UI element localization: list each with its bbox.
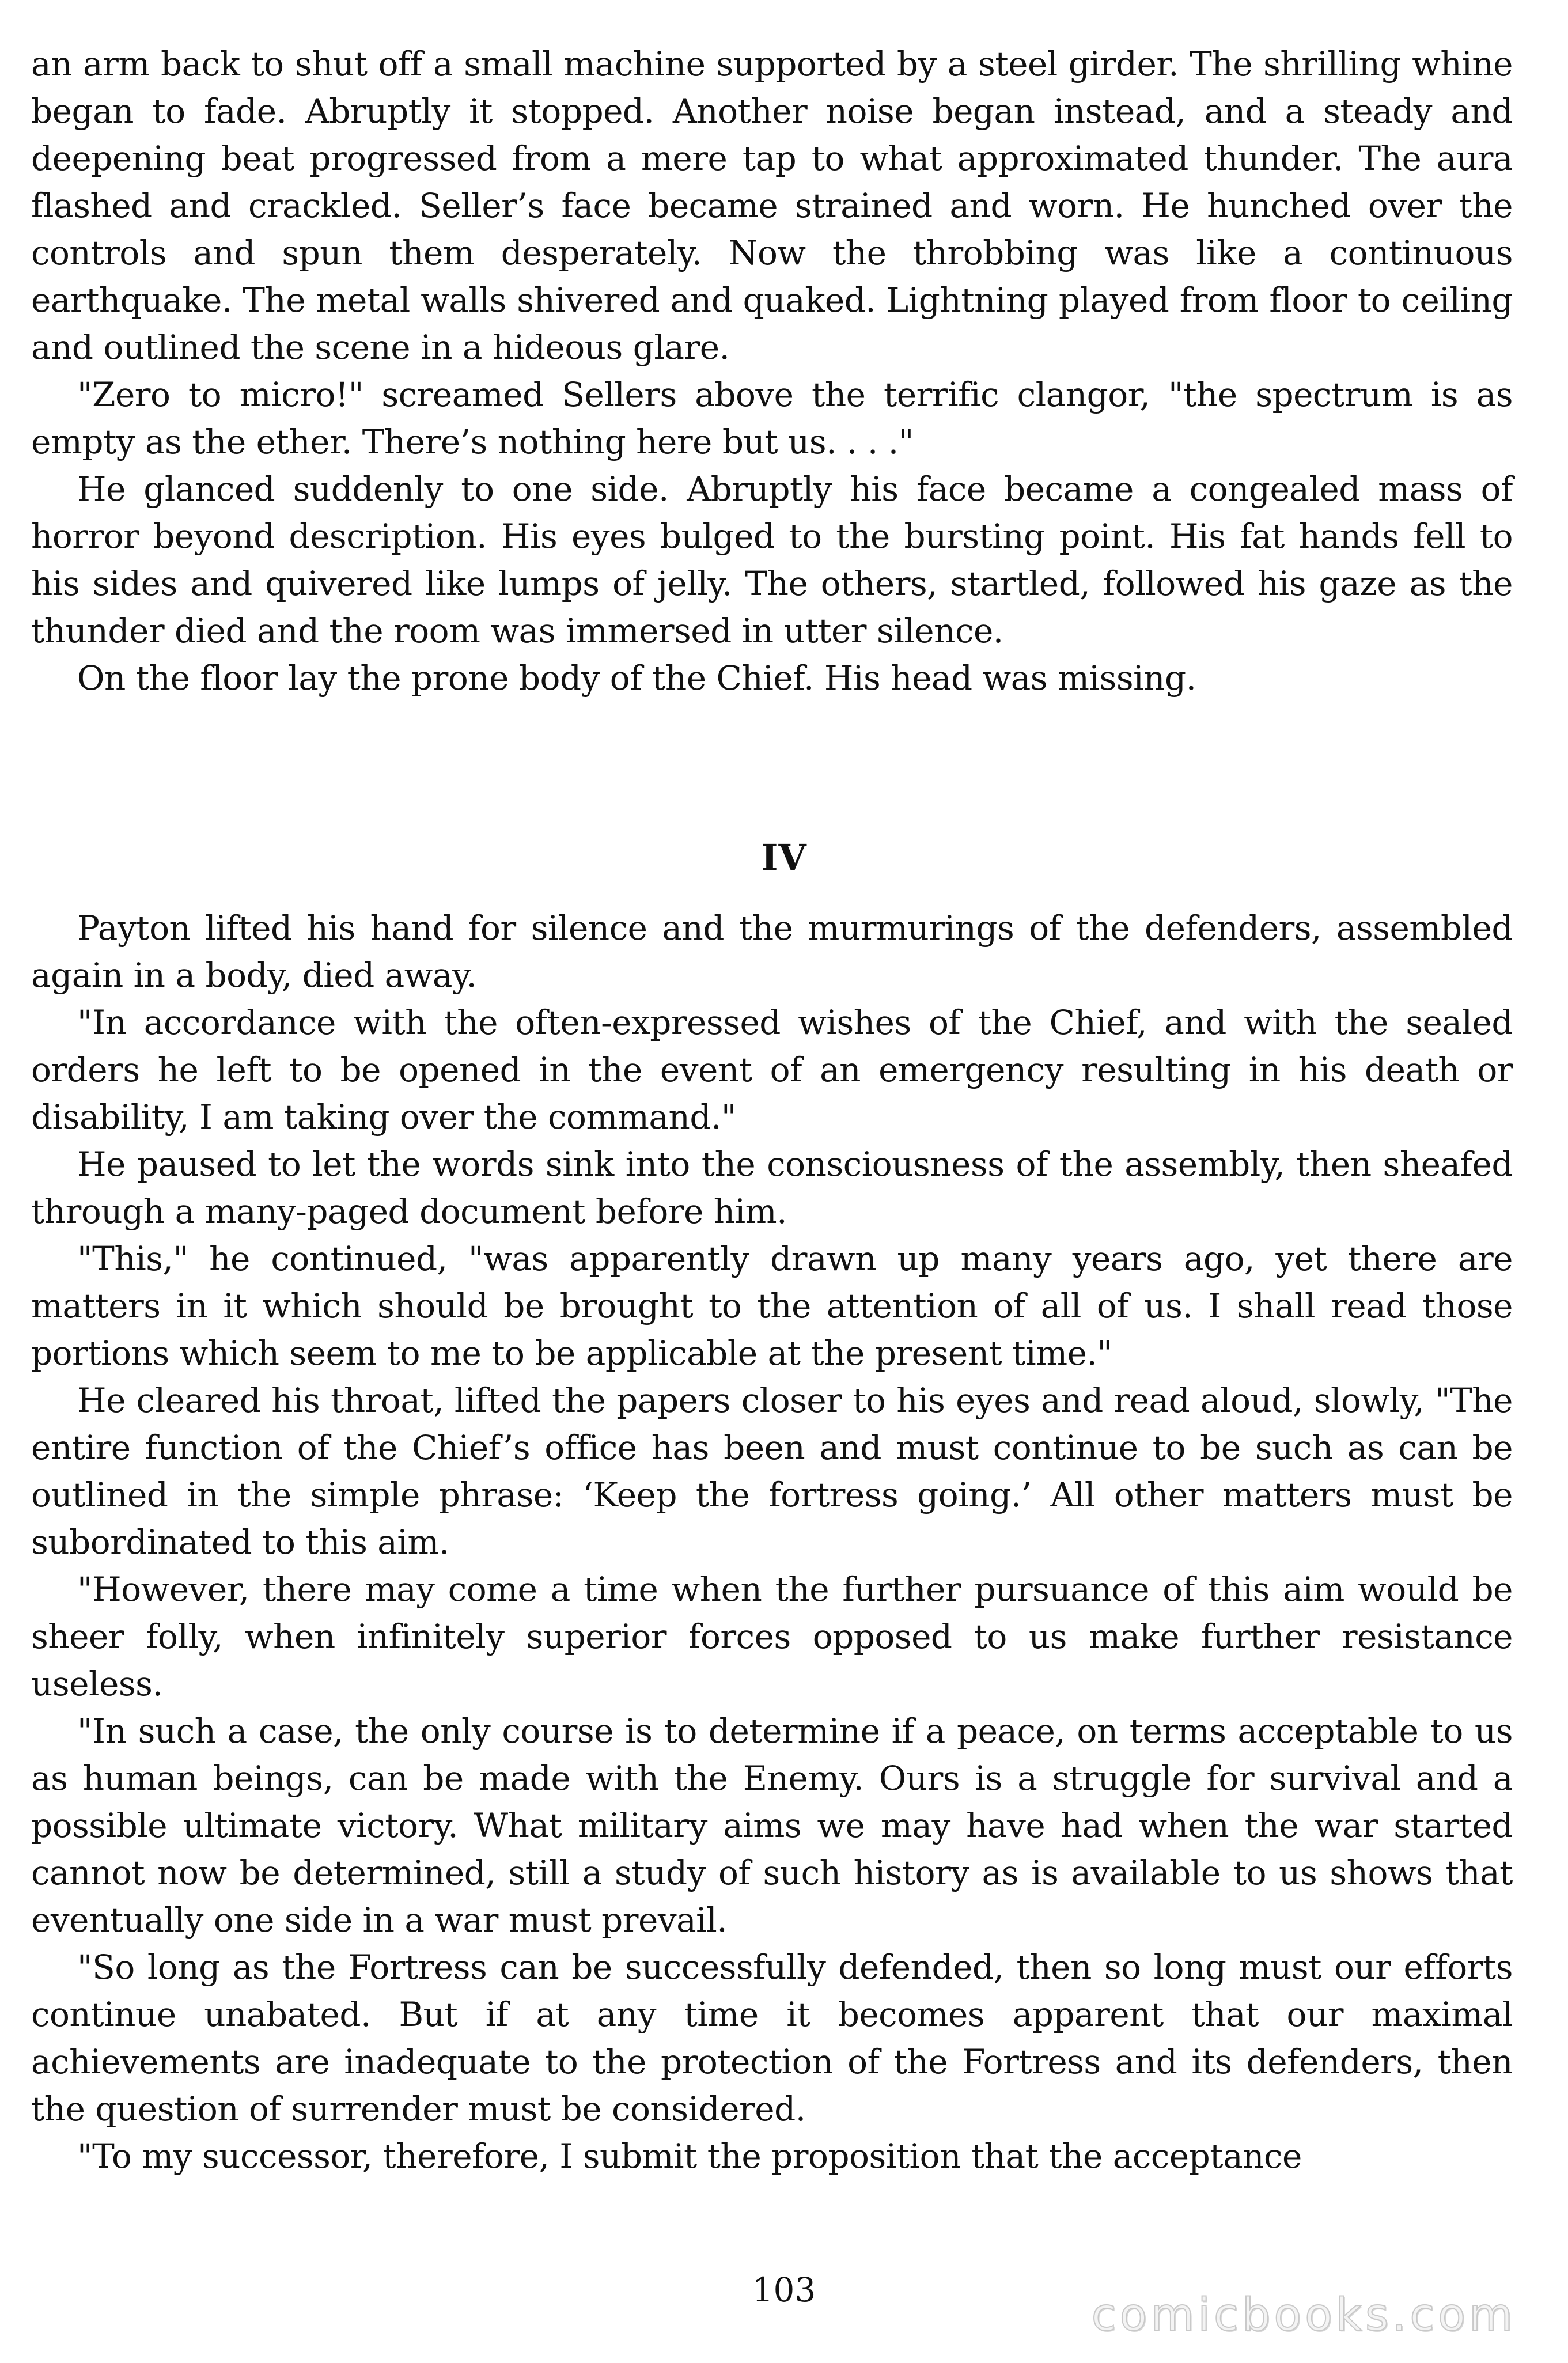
paragraph-3: He glanced suddenly to one side. Abruptly his face became a congealed mass of horror beyond description. His eyes bulged to the bursting point. His fat hands fell to his sides and quivered like lumps of jelly. The others, startled, followed his gaze as the thunder died and the room was immersed in utter silence. [31,469,1513,650]
paragraph-1: an arm back to shut off a small machine supported by a steel girder. The shrilling whine began to fade. Abruptly it stopped. Another noise began instead, and a steady and deepening beat progressed from a mere tap to what approximated thunder. The aura flashed and crackled. Seller’s face became strained and worn. He hunched over the controls and spun them desperately. Now the throbbing was like a continuous earthquake. The metal walls shivered and quaked. Lightning played from floor to ceiling and outlined the scene in a hideous glare. [31,44,1513,367]
paragraph-8: "This," he continued, "was apparently drawn up many years ago, yet there are matters in it which should be brought to the attention of all of us. I shall read those portions which seem to me to be applicable at the present time." [31,1239,1513,1373]
paragraph-9: He cleared his throat, lifted the papers closer to his eyes and read aloud, slowly, "The entire function of the Chief’s office has been and must continue to be such as can be outlined in the simple phrase: ‘Keep the fortress going.’ All other matters must be subordinated to this aim. [31,1381,1513,1562]
paragraph-2: "Zero to micro!" screamed Sellers above the terrific clangor, "the spectrum is as empty as the ether. There’s nothing here but us. . . ." [31,375,1513,461]
top-text-block [31,40,1513,702]
paragraph-11: "In such a case, the only course is to determine if a peace, on terms acceptable to us as human beings, can be made with the Enemy. Ours is a struggle for survival and a possible ultimate victory. What military aims we may have had when the war started cannot now be determined, still a study of such history as is available to us shows that eventually one side in a war must prevail. [31,1711,1513,1940]
paragraph-6: "In accordance with the often-expressed wishes of the Chief, and with the sealed orders he left to be opened in the event of an emergency resulting in his death or disability, I am taking over the command." [31,1003,1513,1137]
page-number: 103 [752,2270,816,2309]
watermark-text: comicbooks.com [1091,2289,1516,2341]
paragraph-5: Payton lifted his hand for silence and the murmurings of the defenders, assembled again in a body, died away. [31,908,1513,995]
paragraph-10: "However, there may come a time when the further pursuance of this aim would be sheer folly, when infinitely superior forces opposed to us make further resistance useless. [31,1570,1513,1703]
paragraph-12: "So long as the Fortress can be successfully defended, then so long must our efforts continue unabated. But if at any time it becomes apparent that our maximal achievements are inadequate to the protection of the Fortress and its defenders, then the question of surrender must be considered. [31,1948,1513,2129]
bottom-text-block [31,904,1513,2180]
section-heading: IV [761,836,807,878]
paragraph-7: He paused to let the words sink into the consciousness of the assembly, then sheafed through a many-paged document before him. [31,1145,1513,1231]
paragraph-13: "To my successor, therefore, I submit the proposition that the acceptance [77,2137,1302,2176]
paragraph-4: On the floor lay the prone body of the Chief. His head was missing. [77,658,1196,698]
